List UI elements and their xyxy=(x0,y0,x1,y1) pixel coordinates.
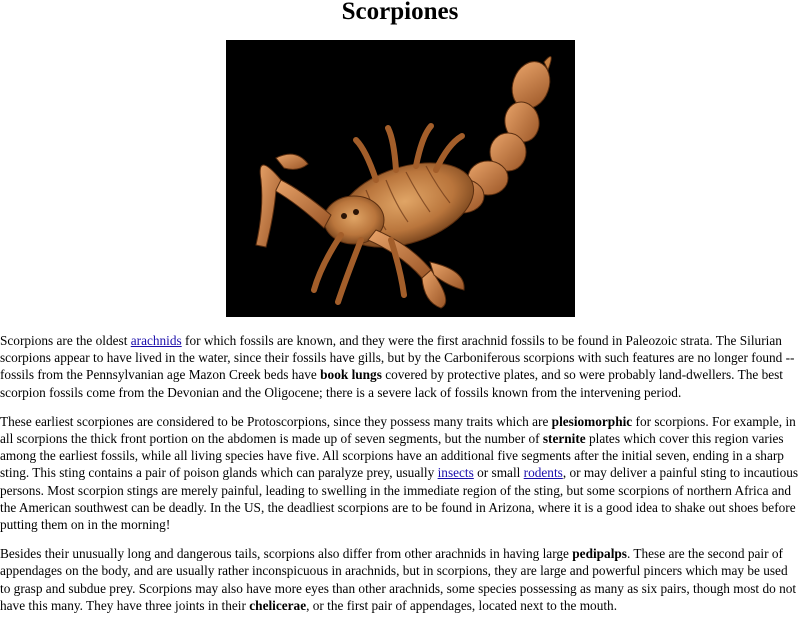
text: plates which cover this region varies among the earliest fossils, while all living species have five. All scorpions have an additional five segments after the initial seven, ending in a sharp sting. This sting contains a pair of poison glands which can paralyze prey, usually xyxy=(0,431,784,481)
term-plesiomorphic: plesiomorphic xyxy=(551,413,633,429)
text: covered by protective plates, and so were probably land-dwellers. The best scorpion fossils come from the Devonian and the Oligocene; there is a severe lack of fossils known from the intervening period. xyxy=(0,367,783,400)
text: . These are the second pair of appendages on the body, and are usually rather inconspicuous in arachnids, but in scorpions, they are large and powerful pincers which may be used to grasp and subdue prey. Scorpions may also have more eyes than other arachnids, some species possessing as many as six pairs, though most do not have this many. They have three joints in their xyxy=(0,546,797,613)
figure-container xyxy=(0,40,800,320)
text: Scorpions are the oldest xyxy=(0,333,131,348)
scorpion-photo xyxy=(226,40,575,317)
term-chelicerae: chelicerae xyxy=(249,597,307,613)
term-pedipalps: pedipalps xyxy=(572,546,627,562)
text: Besides their unusually long and dangerous tails, scorpions also differ from other arachnids in having large xyxy=(0,546,573,562)
text: These earliest scorpiones are considered to be Protoscorpions, since they possess many traits which are xyxy=(0,413,552,429)
page-title: Scorpiones xyxy=(341,0,459,25)
text: for which fossils are known, and they were the first arachnid fossils to be found in Paleozoic strata. The Silurian scorpions appear to have lived in the water, since their fossils have gills, but by the Carboniferous scorpions with such features are no longer found -- fossils from the Pennsylvanian age Mazon Creek beds have xyxy=(0,333,795,383)
link-rodents[interactable]: rodents xyxy=(523,465,563,481)
term-book-lungs: book lungs xyxy=(320,367,382,383)
link-insects[interactable]: insects xyxy=(437,465,474,481)
text: or small xyxy=(473,465,524,481)
text: for scorpions. For example, in all scorpions the thick front portion on the abdomen is made up of seven segments, but the number of xyxy=(0,413,796,447)
text: , or the first pair of appendages, located next to the mouth. xyxy=(306,597,618,613)
paragraph-pedipalps xyxy=(0,545,800,614)
paragraph-fossil-history xyxy=(0,332,800,401)
term-sternite: sternite xyxy=(542,431,586,447)
scorpion-illustration xyxy=(226,40,575,317)
text: , or may deliver a painful sting to incautious persons. Most scorpion stings are merely painful, leading to swelling in the immediate region of the sting, but some scorpions of northern Africa and the American southwest can be deadly. In the US, the deadliest scorpions are to be found in Arizona, where it is a good idea to shake out shoes before putting them on in the morning! xyxy=(0,465,799,533)
link-arachnids[interactable]: arachnids xyxy=(130,333,182,348)
paragraph-protoscorpions xyxy=(0,413,800,533)
article-body xyxy=(0,332,800,626)
